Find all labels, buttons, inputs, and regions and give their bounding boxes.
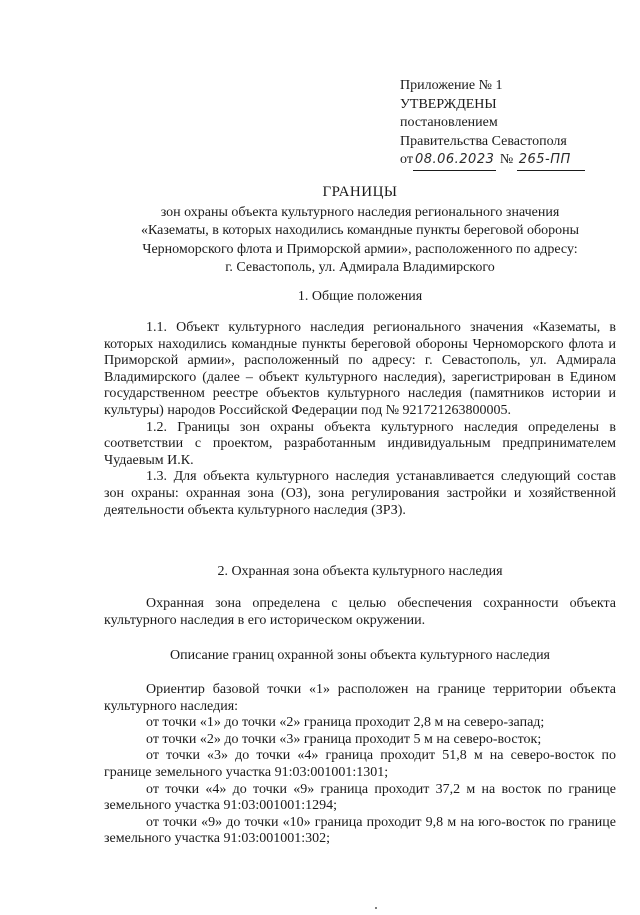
section-2-heading: 2. Охранная зона объекта культурного наследия [217, 564, 503, 579]
title-line-3: Черноморского флота и Приморской армии», расположенного по адресу: [142, 241, 578, 257]
title-line-1: зон охраны объекта культурного наследия регионального значения [160, 205, 560, 221]
title-line-2: «Казематы, в которых находились командные пункты береговой обороны [140, 223, 579, 239]
approval-stamp [400, 77, 585, 171]
description-paragraph-5: от точки «4» до точки «9» граница проходит 37,2 м на восток по границе земельного участка 91:03:001001:1294; [104, 781, 616, 814]
number-label: № [499, 152, 514, 167]
from-label: от [400, 152, 413, 167]
paragraph-1-1: 1.1. Объект культурного наследия регионального значения «Казематы, в которых находились командные пункты береговой обороны Черноморского флота и Приморской армии», расположенный по адресу: г. Севастополь, ул. Адмирала Владимирского (далее – объект культурного наследия), зарегистрирован в Едином государственном реестре объектов культурного наследия (памятников истории и культуры) народов Российской Федерации под № 921721263800005. [104, 320, 616, 418]
title-line-4: г. Севастополь, ул. Адмирала Владимирского [225, 259, 495, 275]
description-body [104, 682, 616, 848]
approved-by-label: постановлением [400, 115, 498, 130]
description-paragraph-6: от точки «9» до точки «10» граница проходит 9,8 м на юго-восток по границе земельного участка 91:03:001001:302; [104, 814, 616, 847]
section-1-heading: 1. Общие положения [297, 289, 423, 304]
handwritten-number: 265-ПП [517, 151, 585, 171]
date-number-line [400, 151, 585, 171]
section-2-body [104, 596, 616, 629]
description-paragraph-1: Ориентир базовой точки «1» расположен на границе территории объекта культурного наследия: [104, 682, 616, 714]
description-paragraph-4: от точки «3» до точки «4» граница проходит 51,8 м на северо-восток по границе земельного участка 91:03:001001:1301; [104, 748, 616, 780]
title-heading: ГРАНИЦЫ [322, 184, 398, 200]
paragraph-2-1: Охранная зона определена с целью обеспечения сохранности объекта культурного наследия в его историческом окружении. [104, 596, 616, 628]
paragraph-1-3: 1.3. Для объекта культурного наследия устанавливается следующий состав зон охраны: охранная зона (ОЗ), зона регулирования застройки и хозяйственной деятельности объекта культурного наследия (ЗРЗ). [104, 469, 616, 518]
government-label: Правительства Севастополя [400, 133, 567, 149]
approved-label: УТВЕРЖДЕНЫ [400, 96, 497, 112]
description-paragraph-2: от точки «1» до точки «2» граница проходит 2,8 м на северо-запад; [146, 715, 545, 731]
description-heading: Описание границ охранной зоны объекта культурного наследия [170, 648, 550, 663]
section-1-body [104, 320, 616, 519]
handwritten-date: 08.06.2023 [413, 151, 496, 171]
appendix-label: Приложение № 1 [400, 78, 503, 93]
document-title [100, 183, 620, 277]
paragraph-1-2: 1.2. Границы зон охраны объекта культурного наследия определены в соответствии с проектом, разработанным индивидуальным предпринимателем Чудаевым И.К. [104, 419, 616, 468]
scan-speck [375, 907, 377, 909]
description-paragraph-3: от точки «2» до точки «3» граница проходит 5 м на северо-восток; [146, 731, 542, 747]
